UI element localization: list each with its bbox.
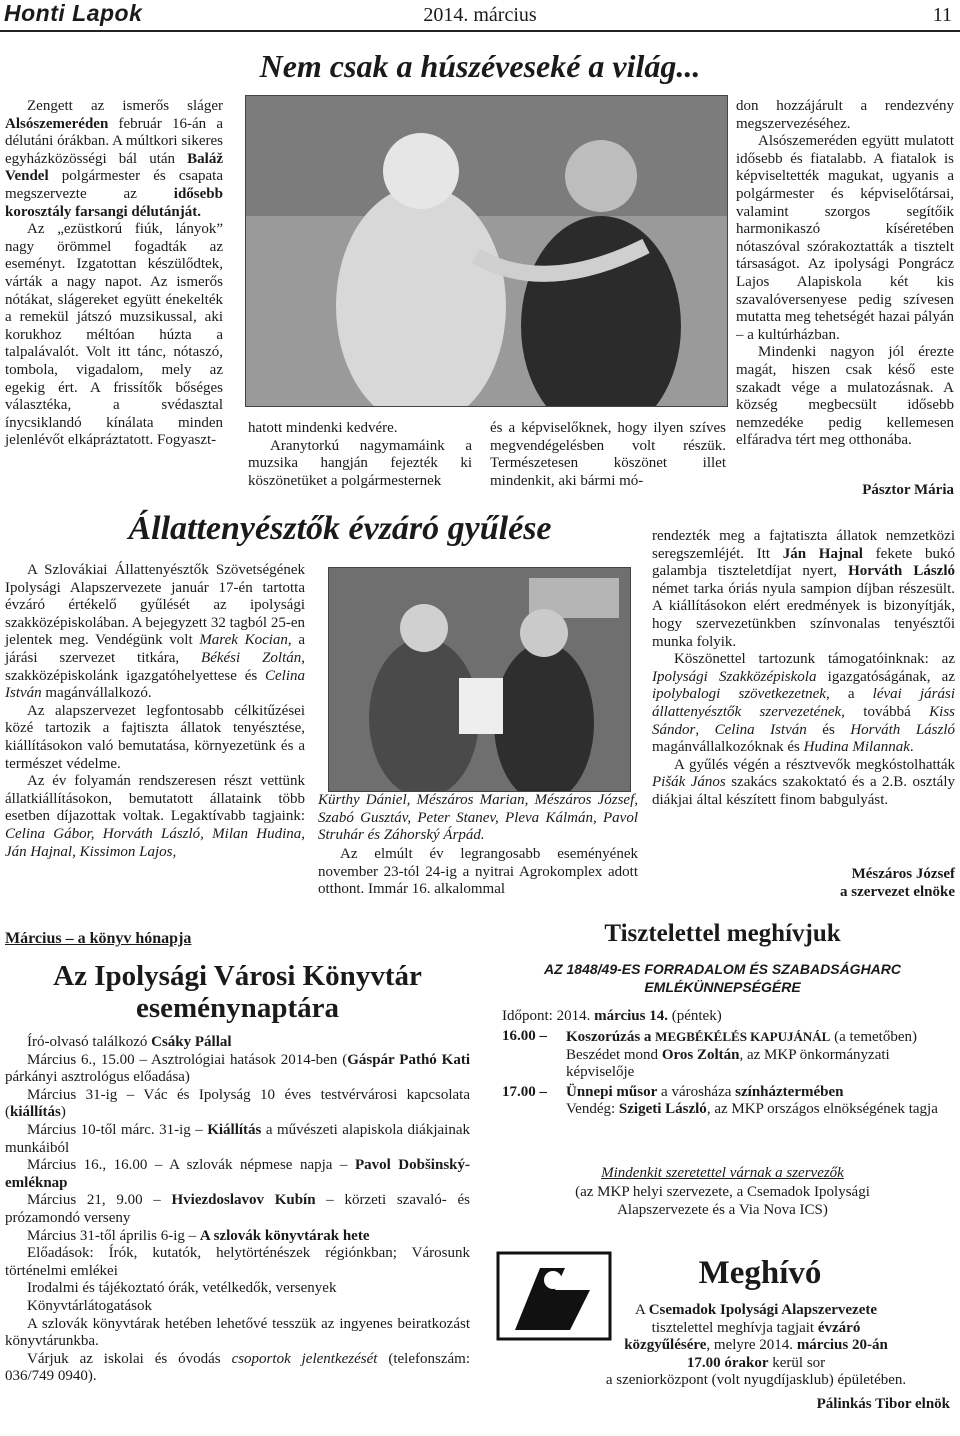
text-run: kerül sor (768, 1354, 826, 1371)
text-run: A gyűlés végén a résztvevők megkóstolhatták (674, 756, 955, 773)
text-run: Kiállítás (207, 1121, 262, 1138)
text-run: Aranytorkú nagymamáink a muzsika hangján fejezték ki köszönetüket a polgármesternek (248, 437, 472, 489)
text-run: , az MKP országos elnökségének tagja (706, 1101, 938, 1118)
invite2-signature: Pálinkás Tibor elnök (816, 1396, 950, 1412)
article2-col1 (5, 562, 305, 861)
paragraph (5, 1122, 470, 1157)
article1-col4 (736, 98, 954, 450)
text-run: csoportok jelentkezését (231, 1350, 378, 1367)
paragraph (5, 1316, 470, 1351)
text-run: (telefonszám: 036/749 0940). (5, 1350, 470, 1385)
text-run: szakács szakoktató és a 2.B. osztály diákjai által készített finom babgulyást. (652, 774, 955, 808)
text-run: a városháza (657, 1083, 736, 1100)
paragraph (5, 562, 305, 703)
text-run: Celina István (5, 667, 305, 702)
text-run: Alsószemeréden (5, 115, 109, 132)
issue-date: 2014. március (423, 4, 537, 26)
text-run: idősebb korosztály farsangi délutánját. (5, 185, 223, 220)
invite1-organizers: (az MKP helyi szervezete, a Csemadok Ipolysági Alapszervezete és a Via Nova ICS) (575, 1184, 870, 1218)
text-run: Ünnepi műsor (566, 1083, 658, 1100)
schedule-time: 17.00 – (502, 1083, 547, 1100)
schedule-body (566, 1028, 952, 1082)
text-run: Koszorúzás a (566, 1029, 656, 1045)
text-run: (péntek) (667, 1008, 722, 1024)
page-number: 11 (932, 4, 952, 26)
text-run: Az alapszervezet legfontosabb célkitűzései közé tartozik a fajtiszta állatok tenyésztése, kiállításokon való bemutatása, környezetünk és a természet védelme. (5, 702, 305, 772)
paragraph (5, 1034, 470, 1052)
article3-title: Az Ipolysági Városi Könyvtár eseménynaptára (53, 960, 422, 1024)
paragraph (5, 703, 305, 773)
invite2-line (560, 1372, 952, 1390)
article2-author-name: Mészáros József (851, 866, 955, 882)
text-run: Horváth László (848, 563, 955, 580)
text-run: Március 31-ig – Vác és Ipolyság 10 éves testvérvárosi kapcsolata ( (5, 1086, 470, 1121)
invite2-line (560, 1355, 952, 1373)
article1-col3 (490, 420, 726, 490)
article1-col2 (248, 420, 472, 490)
text-run: polgármester és csapata megszervezte az (5, 168, 223, 202)
text-run: Irodalmi és tájékoztató órák, vetélkedők, versenyek (27, 1280, 337, 1297)
text-run: Kiss Sándor (652, 703, 956, 738)
text-run: magánvállalkozó. (41, 685, 152, 702)
article1-col1 (5, 98, 223, 450)
text-run: A (634, 1302, 649, 1318)
paragraph (5, 1192, 470, 1227)
text-run: Az „ezüstkorú fiúk, lányok” nagy örömmel fogadták az eseményt. Izgatottan készülődtek, várták a nagy napot. Az ismerős nótákat, slágereket együtt énekelték a remekül játszó muzsikussal, aki korukhoz méltóan húzta a talpalávalót. Volt itt tánc, nótaszó, tombola, vigadalom, mely az egekig ért. A frissítők bőséges választéka, a svédasztal ínycsiklandó kínálata minden jelenlévőt elkápráztatott. Fogyaszt- (5, 221, 223, 449)
text-run: Az év folyamán rendszeresen részt vettünk állatkiállításokon, bemutatott állataink több esetben díjazottak voltak. Legaktívabb tagjaink: (5, 773, 305, 825)
paragraph (5, 1228, 470, 1246)
paragraph (5, 1157, 470, 1192)
text-run: ipolybalogi szövetkezetnek (652, 686, 826, 703)
text-run: igazgatóságának, az (816, 668, 956, 685)
article2-col3 (652, 528, 955, 810)
text-run: Ipolysági Szakközépiskola (652, 668, 817, 685)
paragraph (5, 773, 305, 861)
text-run: Ján Hajnal (782, 545, 863, 562)
text-run: A Szlovákiai Állattenyésztők Szövetségének Ipolysági Alapszervezete január 17-én tartotta évzáró értékelő gyűlését az ipolysági szakközépiskolában. A bejegyzett 32 tagból 25-en jelentek meg. Vendégünk volt (5, 562, 305, 649)
text-run: , szakközépiskolánk igazgatóhelyettese és (5, 649, 305, 684)
text-run: Előadások: Írók, kutatók, helytörténészek régiónkban; Városunk történelmi emlékei (5, 1245, 470, 1279)
commemoration-invitation (490, 910, 955, 1240)
paragraph (318, 846, 638, 899)
text-run: kiállítás (10, 1104, 61, 1121)
text-run: Hudina Milannak (803, 739, 910, 756)
text-run: Időpont: 2014. (502, 1008, 595, 1024)
schedule-item (502, 1028, 952, 1082)
text-run: Az elmúlt év legrangosabb eseményének november 23-tól 24-ig a nyitrai Agrokomplex adott otthont. Immár 16. alkalommal (318, 846, 638, 898)
text-run: Baláž Vendel (5, 150, 223, 185)
invite1-welcome: Mindenkit szeretettel várnak a szervezők (601, 1165, 844, 1181)
schedule-body (566, 1084, 938, 1119)
text-run: A szlovák könyvtárak hete (199, 1227, 370, 1244)
paragraph (490, 420, 726, 490)
text-run: Celina Gábor, Horváth László, Milan Hudina, Ján Hajnal, Kissimon Lajos, (5, 825, 305, 860)
text-run: magánvállalkozóknak és (652, 739, 804, 756)
text-run: Könyvtárlátogatások (27, 1297, 152, 1314)
invite2-line (560, 1320, 952, 1338)
paragraph (736, 98, 954, 133)
text-run: és (806, 721, 851, 738)
invite1-subtitle: AZ 1848/49-ES FORRADALOM ÉS SZABADSÁGHARC EMLÉKÜNNEPSÉGÉRE (543, 961, 902, 995)
schedule-item (502, 1084, 952, 1119)
text-run: ) (60, 1104, 66, 1121)
article2-col2 (318, 846, 638, 899)
text-run: párkányi asztrológus előadása) (5, 1069, 190, 1086)
text-run: . (909, 739, 914, 756)
article1-title: Nem csak a húszéveseké a világ... (259, 48, 701, 84)
text-run: lévai járási állattenyésztők szervezetének (652, 686, 955, 720)
text-run: Március 16., 16.00 – A szlovák népmese napja – (27, 1157, 355, 1174)
text-run: Mindenki nagyon jól érezte magát, hiszen csak késő este szakadt vége a mulatozásnak. A község megbecsült idősebb nemzedéke pedig kellemesen elfáradva tért meg otthonába. (736, 344, 954, 449)
text-run: Celina István (714, 721, 807, 738)
invite1-date (502, 1008, 722, 1026)
article2-title: Állattenyésztők évzáró gyűlése (128, 510, 552, 547)
article2-author-role: a szervezet elnöke (840, 884, 955, 900)
invite1-title: Tisztelettel meghívjuk (604, 920, 841, 947)
text-run: Várjuk az iskolai és óvodás (27, 1350, 232, 1367)
paragraph (5, 98, 223, 221)
text-run: Marek Kocian (199, 632, 288, 649)
text-run: február 16-án a délutáni órákban. A múltkori sikeres egyházközösségi bál után (5, 115, 223, 167)
text-run: tisztelettel meghívja tagjait (651, 1319, 818, 1336)
text-run: Március 21, 9.00 – (27, 1192, 172, 1209)
text-run: Vendég: (566, 1101, 619, 1118)
invite1-schedule (502, 1028, 952, 1121)
publication-name: Honti Lapok (4, 0, 143, 26)
text-run: évzáró (817, 1319, 861, 1336)
text-run: Hviezdoslavov Kubín (171, 1192, 316, 1209)
text-run: Pišák János (652, 774, 726, 791)
text-run: és a képviselőknek, hogy ilyen szíves megvendégelésben volt részük. Természetesen köszönet illet mindenkit, aki bármi mó- (490, 420, 726, 489)
text-run: Zengett az ismerős sláger (27, 98, 223, 114)
text-run: fekete bukó galambja tiszteletdíjat nyert, (652, 545, 956, 580)
paragraph (248, 420, 472, 438)
text-run: március 20-án (796, 1337, 888, 1354)
text-run: A szlovák könyvtárak hetében lehetővé tesszük az ingyenes beiratkozást könyvtárunkba. (5, 1315, 470, 1350)
photo2-caption: Kürthy Dániel, Mészáros Marian, Mészáros József, Szabó Gusztáv, Peter Stanev, Pleva Kálmán, Pavol Struhár és Záhorský Árpád. (318, 792, 638, 844)
text-run: Békési Zoltán (201, 649, 302, 666)
text-run: Oros Zoltán (661, 1046, 740, 1063)
text-run: Pavol Dobšinský-emléknap (5, 1157, 470, 1191)
paragraph (5, 1087, 470, 1122)
text-run: , az MKP önkormányzati képviselője (566, 1046, 890, 1081)
paragraph (736, 344, 954, 450)
text-run: 17.00 órakor (686, 1354, 769, 1371)
article1-author: Pásztor Mária (862, 482, 954, 498)
text-run: Író-olvasó találkozó (27, 1034, 152, 1050)
text-run: , a (825, 686, 873, 703)
text-run: Horváth László (850, 721, 956, 738)
text-run: , továbbá (841, 703, 930, 720)
paragraph (5, 1245, 470, 1280)
text-run: (a temetőben) (830, 1029, 917, 1045)
paragraph (652, 757, 955, 810)
text-run: rendezték meg a fajtatiszta állatok nemzetközi seregszemléjét. Itt (652, 528, 955, 562)
paragraph (5, 1351, 470, 1386)
text-run: a művészeti alapiskola diákjainak munkáiból (5, 1121, 470, 1156)
text-run: , melyre 2014. (706, 1337, 797, 1354)
paragraph (5, 1052, 470, 1087)
paragraph (652, 651, 955, 757)
text-run: Március 31-től április 6-ig – (27, 1227, 200, 1244)
text-run: MEGBÉKÉLÉS KAPUJÁNÁL (655, 1029, 831, 1044)
text-run: Csáky Pállal (151, 1034, 232, 1050)
text-run: Március 10-től márc. 31-ig – (27, 1121, 208, 1138)
paragraph (5, 221, 223, 450)
text-run: Beszédet mond (566, 1046, 662, 1063)
text-run: Március 6., 15.00 – Asztrológiai hatások 2014-ben ( (27, 1051, 348, 1068)
page-header (0, 0, 960, 30)
library-events-list (5, 1034, 470, 1386)
paragraph (5, 1280, 470, 1298)
invite2-body (560, 1302, 952, 1390)
text-run: német tarka óriás nyula sampion díjban részesült. A kiállításokon elért eredmények is bizonyítják, hogy szervezetünkben színvonalas tenyésztői munka folyik. (652, 580, 955, 650)
paragraph (5, 1298, 470, 1316)
text-run: , (695, 721, 715, 738)
text-run: , a járási szervezet titkára, (5, 632, 306, 666)
text-run: Köszönettel tartozunk támogatóinknak: az (674, 651, 955, 668)
text-run: Gáspár Pathó Kati (347, 1051, 470, 1068)
text-run: don hozzájárult a rendezvény megszervezéséhez. (736, 98, 954, 132)
paragraph (736, 133, 954, 344)
text-run: a szeniorközpont (volt nyugdíjasklub) épületében. (605, 1372, 907, 1389)
invite2-line (560, 1302, 952, 1320)
header-rule (0, 30, 960, 32)
article3-kicker: Március – a könyv hónapja (5, 930, 192, 947)
paragraph (248, 438, 472, 491)
text-run: március 14. (594, 1008, 668, 1024)
diploma-handover-photo (328, 567, 631, 792)
text-run: közgyűlésére (624, 1337, 707, 1354)
invite2-line (560, 1337, 952, 1355)
text-run: Csemadok Ipolysági Alapszervezete (648, 1302, 878, 1318)
dancing-couple-photo (245, 95, 728, 407)
text-run: színháztermében (735, 1083, 844, 1100)
schedule-time: 16.00 – (502, 1028, 547, 1044)
text-run: Szigeti László (618, 1101, 707, 1118)
text-run: hatott mindenki kedvére. (248, 420, 398, 436)
paragraph (652, 528, 955, 651)
text-run: – körzeti szavaló- és prózamondó verseny (5, 1192, 471, 1226)
text-run: Alsószemeréden együtt mulatott idősebb és fiatalabb. A fiatalok is képviseltették magukat, ugyanis a polgármester és képviselőtársai, valamint szorgos segítőik harmonikaszó kíséretében nótaszóval szórakoztatták a tisztelt társaságot. Az ipolysági Pongrácz Lajos Alapiskola két kis szavalóversenyese pedig szívesen mutatta meg tehetségét hazai pályán – a kultúrházban. (736, 133, 954, 343)
invite2-title: Meghívó (698, 1255, 822, 1291)
